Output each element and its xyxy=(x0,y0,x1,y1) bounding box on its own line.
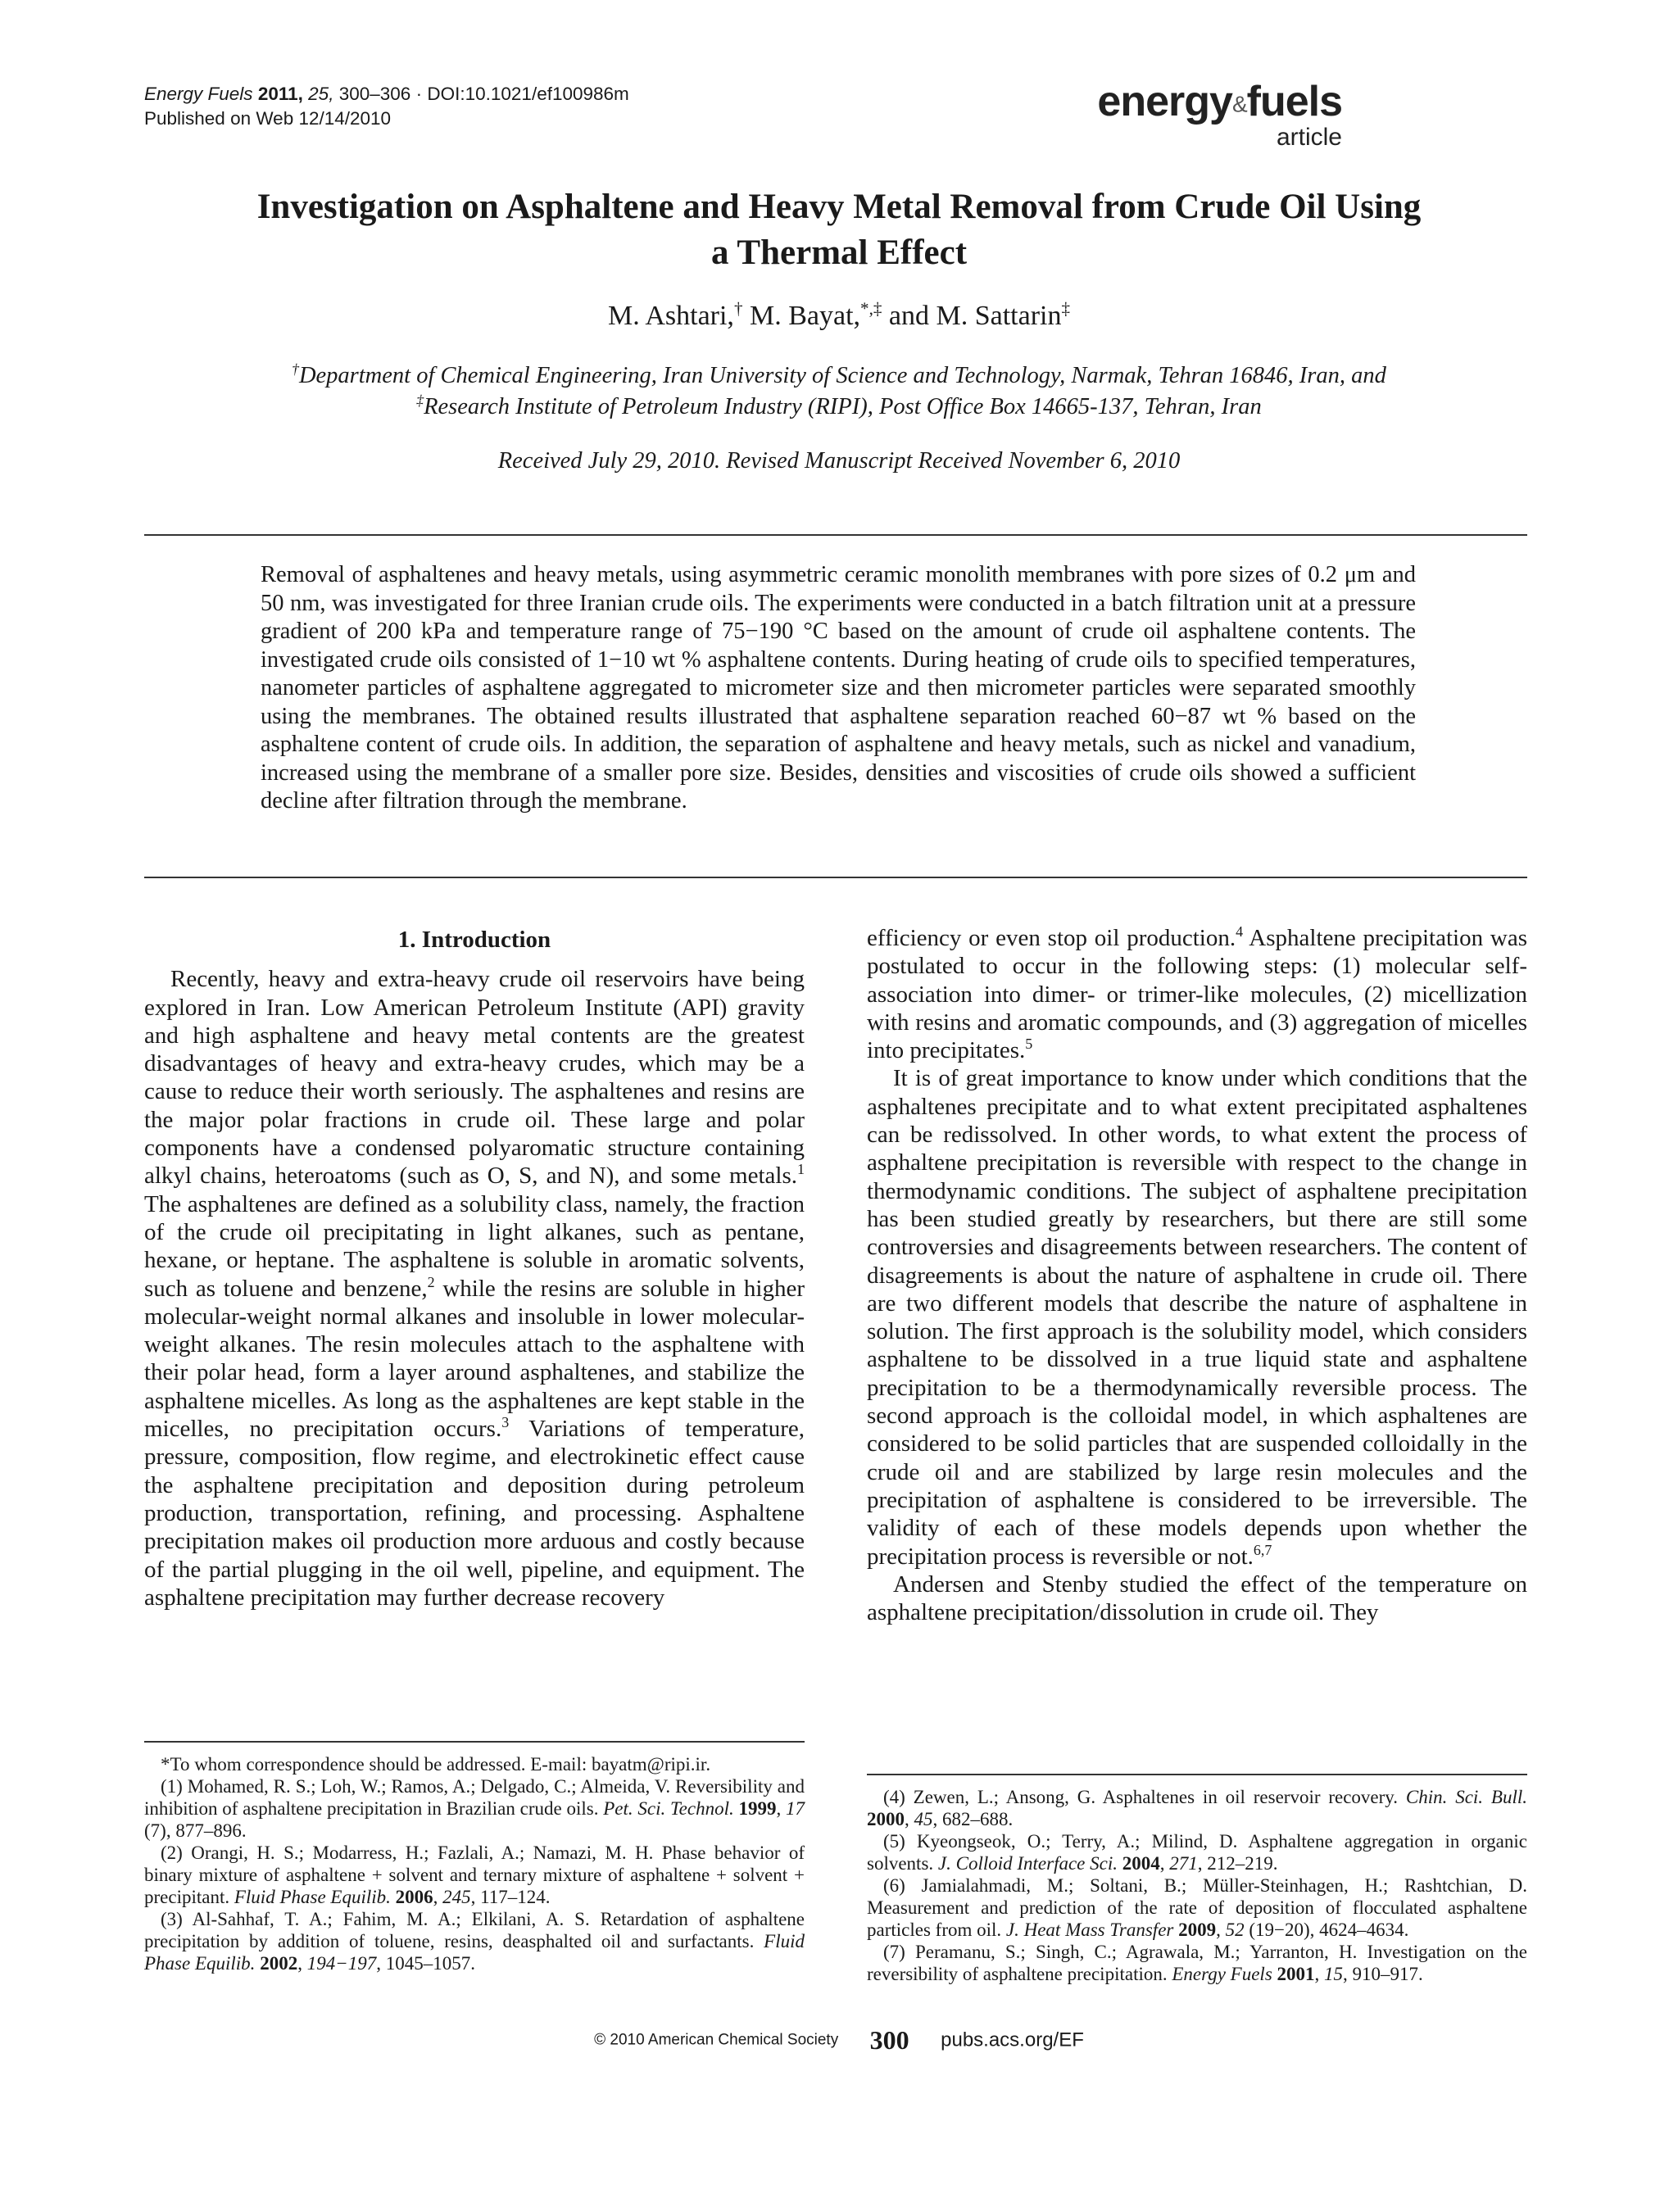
reference-6: (6) Jamialahmadi, M.; Soltani, B.; Müller-Steinhagen, H.; Rashtchian, D. Measurement and prediction of the rate of deposition of flocculated asphaltene particles from oil. J. Heat Mass Transfer 2009, 52 (19−20), 4624–4634. xyxy=(867,1875,1527,1940)
ref-journal: J. Colloid Interface Sci. xyxy=(937,1853,1118,1874)
received-dates: Received July 29, 2010. Revised Manuscript Received November 6, 2010 xyxy=(497,448,1181,474)
logo-fuels: fuels xyxy=(1246,78,1342,125)
page-number: 300 xyxy=(869,2025,909,2055)
ref-text: (3) Al-Sahhaf, T. A.; Fahim, M. A.; Elkilani, A. S. Retardation of asphaltene precipitation by addition of toluene, resins, deasphalted oil and surfactants. xyxy=(144,1909,805,1951)
author-2-mark: *,‡ xyxy=(860,298,882,319)
body-paragraph xyxy=(867,924,1527,1064)
abstract: Removal of asphaltenes and heavy metals, using asymmetric ceramic monolith membranes with pore sizes of 0.2 μm and 50 nm, was investigated for three Iranian crude oils. The experiments were conducted in a batch filtration unit at a pressure gradient of 200 kPa and temperature range of 75−190 °C based on the amount of crude oil asphaltene contents. The investigated crude oils consisted of 1−10 wt % asphaltene contents. During heating of crude oils to specified temperatures, nanometer particles of asphaltene aggregated to micrometer size and then micrometer particles were separated smoothly using the membranes. The obtained results illustrated that asphaltene separation reached 60−87 wt % based on the asphaltene content of crude oils. In addition, the separation of asphaltene and heavy metals, such as nickel and vanadium, increased using the membrane of a smaller pore size. Besides, densities and viscosities of crude oils showed a sufficient decline after filtration through the membrane. xyxy=(261,562,1416,814)
affiliation-2 xyxy=(144,392,1534,423)
logo-wordmark xyxy=(1097,79,1342,127)
ref-year: 2004 xyxy=(1122,1853,1160,1874)
citation-ref[interactable]: 5 xyxy=(1025,1036,1033,1053)
ref-pages: , 682–688. xyxy=(932,1809,1014,1829)
author-3-mark: ‡ xyxy=(1061,298,1071,319)
ref-pages: , 212–219. xyxy=(1197,1853,1278,1874)
ref-journal: Fluid Phase Equilib. xyxy=(234,1887,391,1907)
text-run: The asphaltenes are defined as a solubility class, namely, the fraction of the crude oil precipitating in light alkanes, such as pentane, hexane, or heptane. The asphaltene is soluble in aromatic solvents, such as toluene and benzene, xyxy=(144,1190,805,1302)
citation-ref[interactable]: 1 xyxy=(797,1161,805,1178)
ref-pages: (7), 877–896. xyxy=(144,1820,247,1841)
ref-text: (7) Peramanu, S.; Singh, C.; Agrawala, M.; Yarranton, H. Investigation on the reversibility of asphaltene precipitation. xyxy=(867,1942,1527,1984)
footnotes-right xyxy=(867,1786,1527,1985)
reference-7: (7) Peramanu, S.; Singh, C.; Agrawala, M.; Yarranton, H. Investigation on the reversibility of asphaltene precipitation. Energy Fuels 2001, 15, 910–917. xyxy=(867,1942,1527,1984)
separator-dot: · xyxy=(415,84,423,104)
body-paragraph: Andersen and Stenby studied the effect of the temperature on asphaltene precipitation/dissolution in crude oil. They xyxy=(867,1571,1527,1626)
journal-year: 2011, xyxy=(257,84,303,104)
journal-name: Energy Fuels xyxy=(144,84,253,104)
citation-ref[interactable]: 3 xyxy=(501,1414,510,1431)
body-paragraph xyxy=(867,1064,1527,1570)
ref-text: (2) Orangi, H. S.; Modarress, H.; Fazlali, A.; Namazi, M. H. Phase behavior of binary mixture of asphaltene + solvent and ternary mixture of asphaltene + solvent + precipitant. xyxy=(144,1843,805,1907)
ref-year: 2002 xyxy=(260,1953,298,1974)
ref-year: 2006 xyxy=(395,1887,433,1907)
text-run: Recently, heavy and extra-heavy crude oil reservoirs have being explored in Iran. Low American Petroleum Institute (API) gravity and high asphaltene and heavy metal contents are the greatest disadvantages of heavy and extra-heavy crudes, which may be a cause to reduce their worth seriously. The asphaltenes and resins are the major polar fractions in crude oil. These large and polar components have a condensed polyaromatic structure containing alkyl chains, heteroatoms (such as O, S, and N), and some metals. xyxy=(144,966,805,1190)
section-heading: 1. Introduction xyxy=(397,927,551,953)
footnotes-left xyxy=(144,1753,805,1974)
affiliation-2-text: Research Institute of Petroleum Industry (RIPI), Post Office Box 14665-137, Tehran, Iran xyxy=(424,394,1262,419)
ref-year: 1999 xyxy=(738,1798,777,1819)
ref-pages: , 117–124. xyxy=(470,1887,551,1907)
title-line-2: a Thermal Effect xyxy=(710,233,968,272)
text-run: Asphaltene precipitation was postulated to occur in the following steps: (1) molecular self-association into dimer- or trimer-like molecules, (2) micellization with resins and aromatic compounds, and (3) aggregation of micelles into precipitates. xyxy=(867,925,1527,1064)
footnote-rule-right xyxy=(867,1774,1527,1775)
article-title xyxy=(144,184,1534,276)
article-type: article xyxy=(1276,124,1342,152)
ref-volume: 271 xyxy=(1169,1853,1198,1874)
citation-ref[interactable]: 4 xyxy=(1236,923,1244,941)
citation-line xyxy=(144,82,629,107)
reference-4: (4) Zewen, L.; Ansong, G. Asphaltenes in oil reservoir recovery. Chin. Sci. Bull. 2000, 45, 682–688. xyxy=(867,1787,1527,1829)
journal-logo xyxy=(1097,79,1342,152)
reference-3: (3) Al-Sahhaf, T. A.; Fahim, M. A.; Elkilani, A. S. Retardation of asphaltene precipitation by addition of toluene, resins, deasphalted oil and surfactants. Fluid Phase Equilib. 2002, 194−197, 1045–1057. xyxy=(144,1909,805,1974)
correspondence-note: *To whom correspondence should be addressed. E-mail: bayatm@ripi.ir. xyxy=(161,1754,711,1775)
text-run: while the resins are soluble in higher molecular-weight normal alkanes and insoluble in lower molecular-weight alkanes. The resin molecules attach to the asphaltene with their polar head, form a layer around asphaltenes, and stabilize the asphaltene micelles. As long as the asphaltenes are kept stable in the micelles, no precipitation occurs. xyxy=(144,1275,805,1443)
doi: DOI:10.1021/ef100986m xyxy=(427,84,629,104)
author-1-mark: † xyxy=(733,298,743,319)
ref-journal: Fluid Phase Equilib. xyxy=(144,1931,805,1974)
affiliation-1-mark: † xyxy=(292,360,299,378)
copyright: © 2010 American Chemical Society xyxy=(594,2031,839,2049)
ref-journal: Energy Fuels xyxy=(1172,1964,1272,1984)
ref-volume: 245 xyxy=(442,1887,471,1907)
ref-volume: 52 xyxy=(1225,1920,1245,1940)
ref-text: (6) Jamialahmadi, M.; Soltani, B.; Müller-Steinhagen, H.; Rashtchian, D. Measurement and prediction of the rate of deposition of flocculated asphaltene particles from oil. xyxy=(867,1875,1527,1940)
author-3: and M. Sattarin xyxy=(888,301,1062,331)
logo-ampersand: & xyxy=(1231,91,1247,117)
body-column-left xyxy=(144,924,805,1611)
affiliation-2-mark: ‡ xyxy=(416,392,424,409)
abstract-top-rule xyxy=(144,534,1527,536)
reference-5: (5) Kyeongseok, O.; Terry, A.; Milind, D. Asphaltene aggregation in organic solvents. J. Colloid Interface Sci. 2004, 271, 212–219. xyxy=(867,1831,1527,1874)
ref-pages: (19−20), 4624–4634. xyxy=(1244,1920,1409,1940)
journal-pages: 300–306 xyxy=(338,84,411,104)
journal-volume: 25, xyxy=(308,84,334,104)
body-paragraph xyxy=(144,965,805,1611)
ref-volume: 15 xyxy=(1324,1964,1344,1984)
published-date: Published on Web 12/14/2010 xyxy=(144,108,392,129)
page-footer xyxy=(0,2025,1678,2056)
affiliation-1-text: Department of Chemical Engineering, Iran University of Science and Technology, Narmak, Tehran 16846, Iran, and xyxy=(298,363,1386,388)
ref-volume: 45 xyxy=(914,1809,933,1829)
affiliations xyxy=(144,360,1534,423)
logo-energy: energy xyxy=(1097,78,1232,125)
ref-journal: Pet. Sci. Technol. xyxy=(603,1798,734,1819)
citation-ref[interactable]: 2 xyxy=(427,1273,435,1290)
ref-text: (1) Mohamed, R. S.; Loh, W.; Ramos, A.; Delgado, C.; Almeida, V. Reversibility and inhibition of asphaltene precipitation in Brazilian crude oils. xyxy=(144,1776,805,1819)
author-2: M. Bayat, xyxy=(749,301,861,331)
text-run: Variations of temperature, pressure, composition, flow regime, and electrokinetic effect cause the asphaltene precipitation and deposition during petroleum production, transportation, refining, and processing. Asphaltene precipitation makes oil production more arduous and costly because of the partial plugging in the oil well, pipeline, and equipment. The asphaltene precipitation may further decrease recovery xyxy=(144,1416,805,1611)
ref-journal: Chin. Sci. Bull. xyxy=(1405,1787,1527,1807)
text-run: efficiency or even stop oil production. xyxy=(867,925,1236,951)
reference-1: (1) Mohamed, R. S.; Loh, W.; Ramos, A.; Delgado, C.; Almeida, V. Reversibility and inhibition of asphaltene precipitation in Brazilian crude oils. Pet. Sci. Technol. 1999, 17 (7), 877–896. xyxy=(144,1776,805,1841)
abstract-bottom-rule xyxy=(144,877,1527,878)
title-line-1: Investigation on Asphaltene and Heavy Metal Removal from Crude Oil Using xyxy=(256,188,1422,226)
text-run: It is of great importance to know under which conditions that the asphaltenes precipitate and to what extent precipitated asphaltenes can be redissolved. In other words, to what extent the process of asphaltene precipitation is reversible with respect to the change in thermodynamic conditions. The subject of asphaltene precipitation has been studied greatly by researchers, but there are still some controversies and disagreements between researchers. The content of disagreements is about the nature of asphaltene in crude oil. There are two different models that describe the nature of asphaltene in solution. The first approach is the solubility model, which considers asphaltene to be dissolved in a true liquid state and asphaltene precipitation to be a thermodynamically reversible process. The second approach is the colloidal model, in which asphaltenes are considered to be solid particles that are suspended colloidally in the crude oil and are stabilized by large resin molecules and the precipitation of asphaltene is considered to be irreversible. The validity of each of these models depends upon whether the precipitation process is reversible or not. xyxy=(867,1065,1527,1570)
journal-header xyxy=(144,82,629,131)
ref-journal: J. Heat Mass Transfer xyxy=(1005,1920,1174,1940)
body-column-right xyxy=(867,924,1527,1626)
ref-year: 2001 xyxy=(1277,1964,1315,1984)
ref-volume: 194−197 xyxy=(306,1953,377,1974)
journal-website[interactable]: pubs.acs.org/EF xyxy=(941,2028,1084,2051)
citation-ref[interactable]: 6,7 xyxy=(1253,1541,1272,1558)
ref-year: 2000 xyxy=(867,1809,905,1829)
ref-year: 2009 xyxy=(1178,1920,1217,1940)
author-1: M. Ashtari, xyxy=(607,301,734,331)
affiliation-1 xyxy=(144,360,1534,392)
ref-text: (5) Kyeongseok, O.; Terry, A.; Milind, D. Asphaltene aggregation in organic solvents. xyxy=(867,1831,1527,1874)
author-list xyxy=(144,299,1534,333)
ref-volume: 17 xyxy=(786,1798,805,1819)
footnote-rule-left xyxy=(144,1741,805,1743)
ref-pages: , 1045–1057. xyxy=(376,1953,475,1974)
ref-pages: , 910–917. xyxy=(1343,1964,1423,1984)
ref-text: (4) Zewen, L.; Ansong, G. Asphaltenes in oil reservoir recovery. xyxy=(883,1787,1406,1807)
reference-2: (2) Orangi, H. S.; Modarress, H.; Fazlali, A.; Namazi, M. H. Phase behavior of binary mixture of asphaltene + solvent and ternary mixture of asphaltene + solvent + precipitant. Fluid Phase Equilib. 2006, 245, 117–124. xyxy=(144,1843,805,1907)
